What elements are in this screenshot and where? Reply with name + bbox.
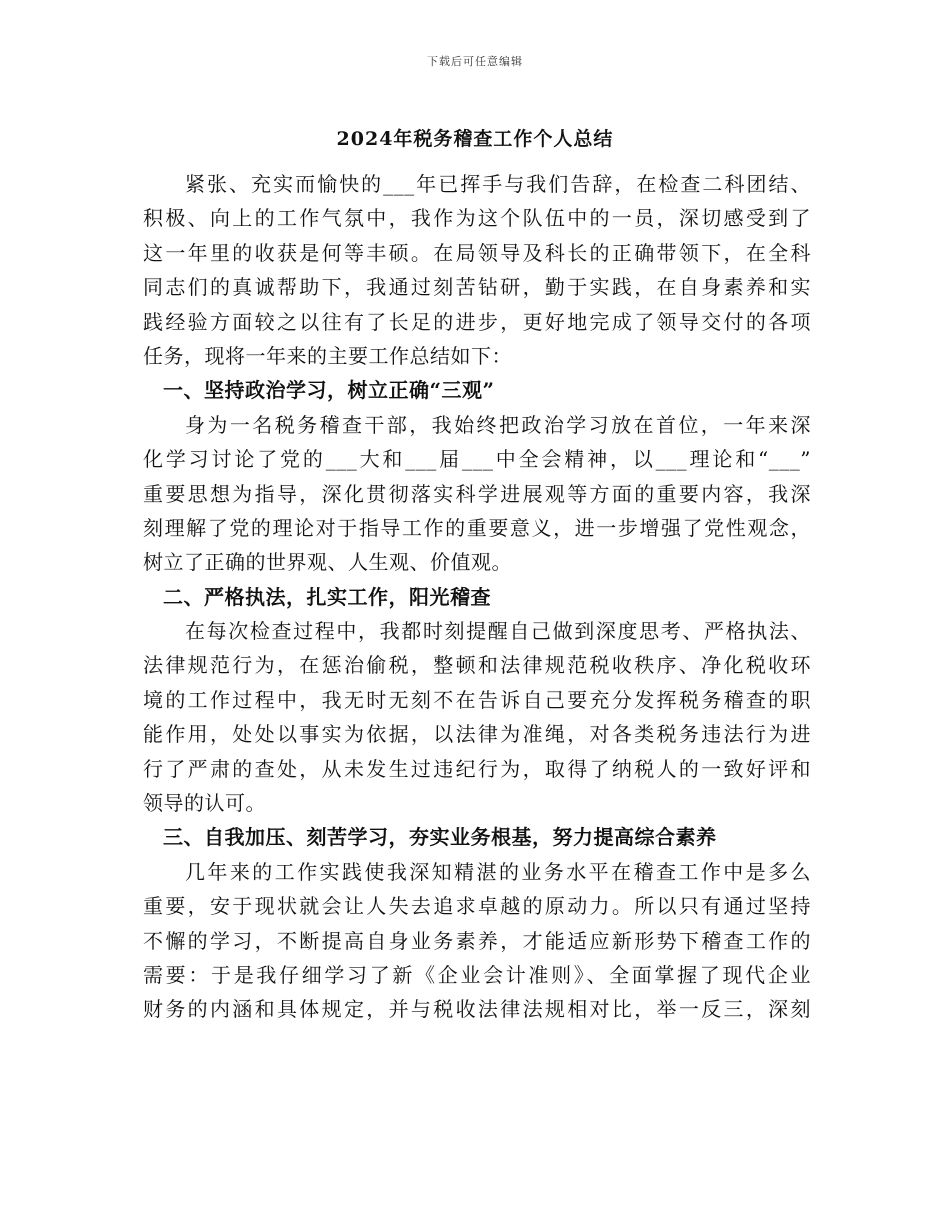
paragraph-line: 行了严肃的查处，从未发生过违纪行为，取得了纳税人的一致好评和	[143, 756, 811, 781]
paragraph-line: 能作用，处处以事实为依据，以法律为准绳，对各类税务违法行为进	[143, 722, 811, 747]
paragraph-line: 化学习讨论了党的___大和___届___中全会精神，以___理论和“___”	[143, 447, 811, 472]
paragraph-line: 重要，安于现状就会让人失去追求卓越的原动力。所以只有通过坚持	[143, 894, 811, 919]
paragraph-line: 财务的内涵和具体规定，并与税收法律法规相对比，举一反三，深刻	[143, 997, 811, 1022]
paragraph-line: 身为一名税务稽查干部，我始终把政治学习放在首位，一年来深	[185, 412, 811, 437]
paragraph-line: 法律规范行为，在惩治偷税，整顿和法律规范税收秩序、净化税收环	[143, 653, 811, 678]
paragraph-line: 不懈的学习，不断提高自身业务素养，才能适应新形势下稽查工作的	[143, 928, 811, 953]
paragraph-line: 重要思想为指导，深化贯彻落实科学进展观等方面的重要内容，我深	[143, 481, 811, 506]
document-body	[143, 167, 811, 1027]
section-heading-3: 三、自我加压、刻苦学习，夯实业务根基，努力提高综合素养	[163, 825, 717, 850]
paragraph-line: 几年来的工作实践使我深知精湛的业务水平在稽查工作中是多么	[185, 859, 811, 884]
paragraph-line: 紧张、充实而愉快的___年已挥手与我们告辞，在检查二科团结、	[185, 172, 811, 196]
paragraph-line: 领导的认可。	[143, 791, 266, 816]
paragraph-line: 刻理解了党的理论对于指导工作的重要意义，进一步增强了党性观念，	[143, 515, 811, 540]
paragraph-line: 同志们的真诚帮助下，我通过刻苦钻研，勤于实践，在自身素养和实	[143, 275, 811, 300]
section-heading-2: 二、严格执法，扎实工作，阳光稽查	[163, 584, 491, 609]
document-title: 2024年税务稽查工作个人总结	[336, 128, 614, 150]
paragraph-line: 境的工作过程中，我无时无刻不在告诉自己要充分发挥税务稽查的职	[143, 687, 811, 712]
paragraph-line: 树立了正确的世界观、人生观、价值观。	[143, 550, 512, 575]
paragraph-line: 需要：于是我仔细学习了新《企业会计准则》、全面掌握了现代企业	[143, 962, 811, 987]
paragraph-line: 这一年里的收获是何等丰硕。在局领导及科长的正确带领下，在全科	[143, 240, 811, 265]
paragraph-line: 积极、向上的工作气氛中，我作为这个队伍中的一员，深切感受到了	[143, 206, 811, 231]
header-note: 下载后可任意编辑	[427, 55, 523, 68]
section-heading-1: 一、坚持政治学习，树立正确“三观”	[163, 378, 495, 403]
paragraph-line: 任务，现将一年来的主要工作总结如下：	[143, 343, 512, 368]
paragraph-line: 践经验方面较之以往有了长足的进步，更好地完成了领导交付的各项	[143, 309, 811, 334]
paragraph-line: 在每次检查过程中，我都时刻提醒自己做到深度思考、严格执法、	[185, 619, 811, 644]
